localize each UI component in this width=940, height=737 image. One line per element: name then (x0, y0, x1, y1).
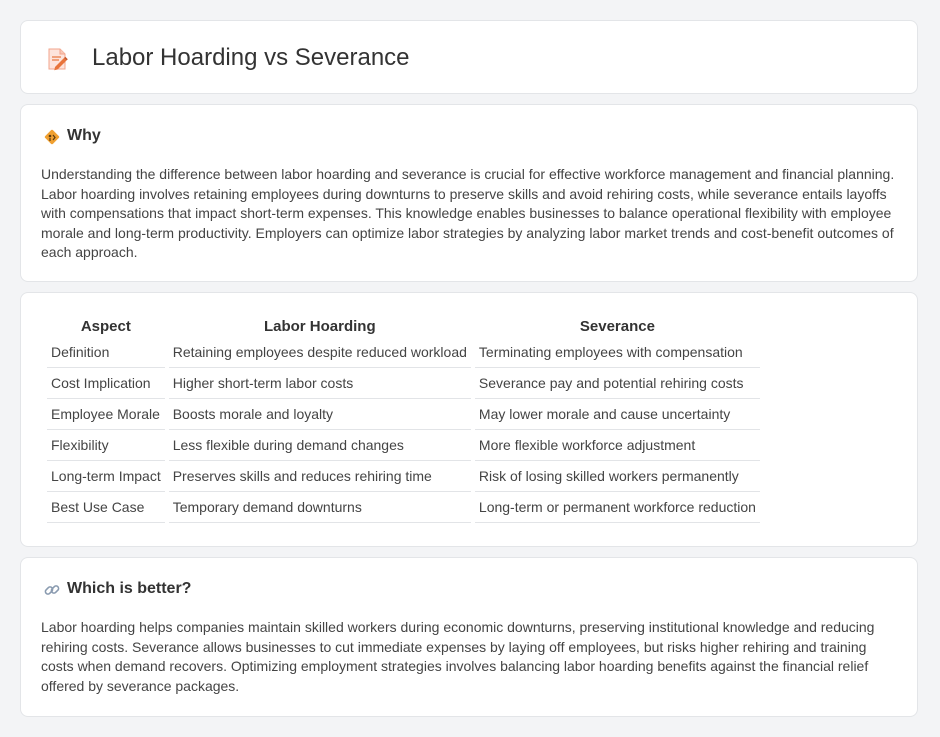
table-cell: Flexibility (47, 430, 165, 461)
document-pencil-icon (47, 47, 69, 71)
table-cell: Long-term or permanent workforce reduction (475, 492, 760, 523)
which-is-better-title: Which is better? (67, 580, 192, 597)
table-row (47, 492, 760, 523)
table-cell: Boosts morale and loyalty (169, 399, 471, 430)
why-title: Why (67, 127, 101, 144)
table-row (47, 399, 760, 430)
table-cell: Definition (47, 337, 165, 368)
why-body: Understanding the difference between labor hoarding and severance is crucial for effective workforce management and financial planning. Labor hoarding involves retaining employees during downturns to preserve skills and avoid rehiring costs, while severance entails layoffs with compensations that impact short-term expenses. This knowledge enables businesses to balance operational flexibility with employee morale and long-term productivity. Employers can optimize labor strategies by analyzing labor market trends and cost-benefit outcomes of each approach. (41, 166, 895, 260)
link-icon (43, 581, 61, 599)
table-row (47, 337, 760, 368)
table-row (47, 368, 760, 399)
table-cell: Temporary demand downturns (169, 492, 471, 523)
table-cell: Risk of losing skilled workers permanently (475, 461, 760, 492)
why-section (20, 104, 918, 282)
table-cell: More flexible workforce adjustment (475, 430, 760, 461)
which-is-better-section (20, 557, 918, 717)
header-card (20, 20, 918, 94)
table-row (47, 430, 760, 461)
table-cell: May lower morale and cause uncertainty (475, 399, 760, 430)
table-cell: Long-term Impact (47, 461, 165, 492)
which-is-better-body: Labor hoarding helps companies maintain skilled workers during economic downturns, preserving institutional knowledge and reducing rehiring costs. Severance allows businesses to cut immediate expenses by laying off employees, but risks higher rehiring and training costs when demand recovers. Optimizing employment strategies involves balancing labor hoarding benefits against the financial relief offered by severance packages. (41, 619, 875, 694)
table-cell: Employee Morale (47, 399, 165, 430)
table-header-row (47, 315, 760, 337)
table-cell: Less flexible during demand changes (169, 430, 471, 461)
diamond-warning-icon (43, 128, 61, 146)
column-header: Aspect (80, 317, 131, 335)
comparison-section (20, 292, 918, 547)
table-cell: Terminating employees with compensation (475, 337, 760, 368)
table-cell: Preserves skills and reduces rehiring time (169, 461, 471, 492)
table-cell: Best Use Case (47, 492, 165, 523)
table-cell: Severance pay and potential rehiring costs (475, 368, 760, 399)
comparison-table (43, 315, 764, 523)
table-cell: Retaining employees despite reduced workload (169, 337, 471, 368)
table-row (47, 461, 760, 492)
page-title: Labor Hoarding vs Severance (92, 44, 410, 71)
table-cell: Higher short-term labor costs (169, 368, 471, 399)
table-cell: Cost Implication (47, 368, 165, 399)
column-header: Labor Hoarding (263, 317, 376, 335)
column-header: Severance (579, 317, 655, 335)
